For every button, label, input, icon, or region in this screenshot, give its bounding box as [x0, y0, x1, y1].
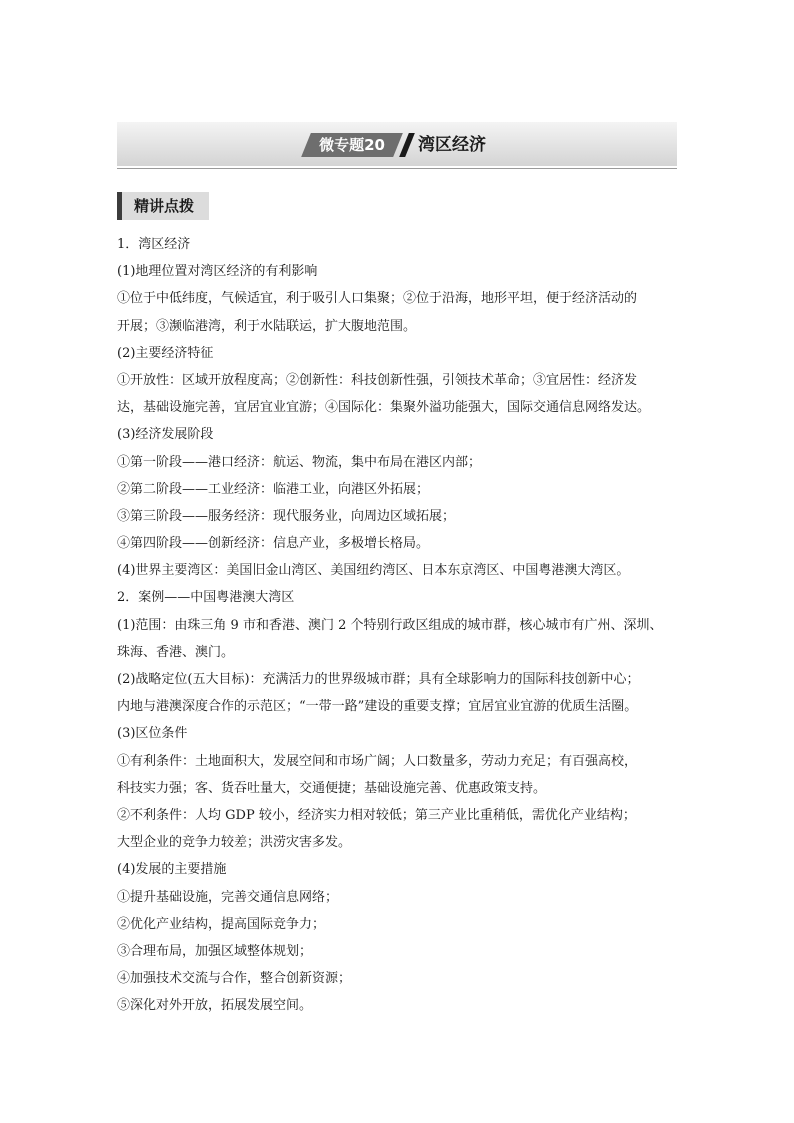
- text-line: (3)经济发展阶段: [117, 427, 214, 443]
- text-line: (4)发展的主要措施: [117, 862, 227, 878]
- section-label: [117, 192, 209, 220]
- text-line: 开展；③濒临港湾，利于水陆联运，扩大腹地范围。: [117, 318, 417, 334]
- text-line: ③第三阶段——服务经济：现代服务业，向周边区域拓展；: [117, 508, 456, 524]
- text-line: 达，基础设施完善，宜居宜业宜游；④国际化：集聚外溢功能强大，国际交通信息网络发达。: [117, 400, 651, 416]
- text-line: 2．案例——中国粤港澳大湾区: [117, 590, 295, 606]
- text-line: 大型企业的竞争力较差；洪涝灾害多发。: [117, 835, 352, 851]
- text-line: (1)地理位置对湾区经济的有利影响: [117, 264, 318, 280]
- topic-number-tag: 微专题20: [319, 136, 385, 154]
- text-line: 1．湾区经济: [117, 237, 191, 252]
- text-line: 内地与港澳深度合作的示范区；“一带一路”建设的重要支撑；宜居宜业宜游的优质生活圈。: [117, 699, 638, 715]
- text-line: (3)区位条件: [117, 726, 188, 742]
- page-title: 湾区经济: [418, 135, 486, 155]
- text-line: (2)主要经济特征: [117, 345, 214, 361]
- text-line: ①位于中低纬度，气候适宜，利于吸引人口集聚；②位于沿海，地形平坦，便于经济活动的: [117, 291, 638, 307]
- text-line: ②第二阶段——工业经济：临港工业，向港区外拓展；: [117, 481, 430, 497]
- text-line: ⑤深化对外开放，拓展发展空间。: [117, 998, 313, 1014]
- document-body: [117, 231, 687, 1019]
- text-line: ③合理布局，加强区域整体规划；: [117, 943, 313, 959]
- text-line: ④加强技术交流与合作，整合创新资源；: [117, 971, 352, 987]
- text-line: (4)世界主要湾区：美国旧金山湾区、美国纽约湾区、日本东京湾区、中国粤港澳大湾区。: [117, 563, 630, 579]
- text-line: (1)范围：由珠三角 9 市和香港、澳门 2 个特别行政区组成的城市群，核心城市有广州、深圳、: [117, 617, 663, 633]
- text-line: ④第四阶段——创新经济：信息产业，多极增长格局。: [117, 536, 430, 552]
- text-line: ①第一阶段——港口经济：航运、物流，集中布局在港区内部；: [117, 454, 482, 470]
- text-line: ①有利条件：土地面积大，发展空间和市场广阔；人口数量多，劳动力充足；有百强高校，: [117, 753, 638, 769]
- text-line: ②优化产业结构，提高国际竞争力；: [117, 916, 326, 932]
- text-line: ①提升基础设施，完善交通信息网络；: [117, 889, 339, 905]
- text-line: 珠海、香港、澳门。: [117, 644, 235, 660]
- text-line: 科技实力强；客、货吞吐量大，交通便捷；基础设施完善、优惠政策支持。: [117, 780, 547, 796]
- text-line: ①开放性：区域开放程度高；②创新性：科技创新性强，引领技术革命；③宜居性：经济发: [117, 372, 638, 388]
- text-line: ②不利条件：人均 GDP 较小，经济实力相对较低；第三产业比重稍低，需优化产业结构；: [117, 807, 636, 823]
- section-label-text: 精讲点拨: [134, 197, 195, 215]
- text-line: (2)战略定位(五大目标)：充满活力的世界级城市群；具有全球影响力的国际科技创新中心；: [117, 672, 640, 687]
